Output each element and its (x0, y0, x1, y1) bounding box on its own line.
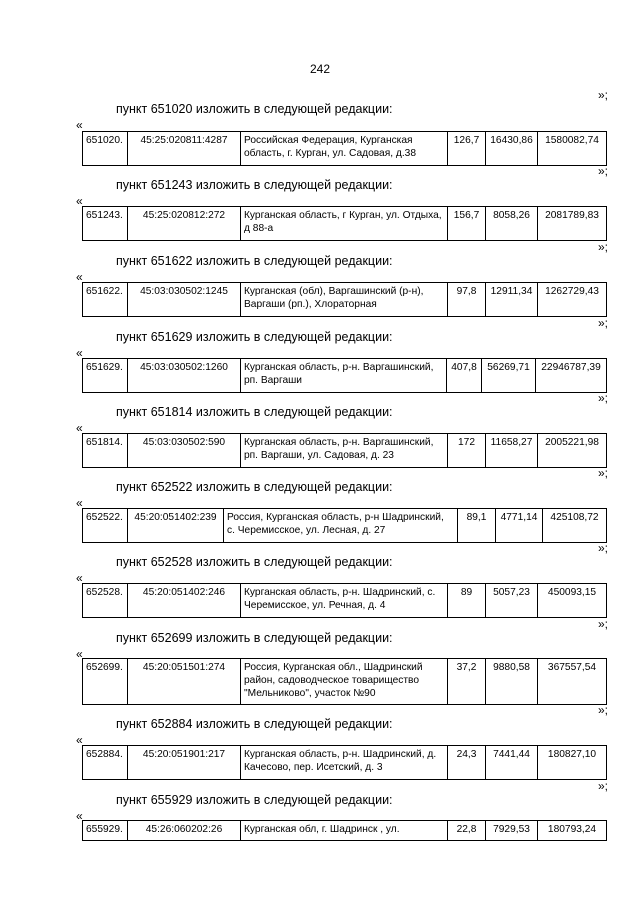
cadastral-number: 45:03:030502:590 (128, 434, 241, 468)
opening-mark: « (76, 421, 83, 435)
cadastral-value: 2081789,83 (538, 207, 607, 241)
area: 89 (448, 584, 486, 618)
table-row (83, 746, 607, 780)
table-row (83, 509, 607, 543)
specific-value: 12911,34 (486, 283, 538, 317)
instruction-text: пункт 651814 изложить в следующей редакции: (116, 405, 393, 419)
cadastral-number: 45:20:051901:217 (128, 746, 241, 780)
opening-mark: « (76, 118, 83, 132)
area: 126,7 (448, 132, 486, 166)
cadastral-value: 2005221,98 (538, 434, 607, 468)
closing-mark: »; (597, 541, 608, 555)
table-row (83, 434, 607, 468)
table-row (83, 132, 607, 166)
specific-value: 9880,58 (486, 659, 538, 705)
item-number: 652528. (83, 584, 128, 618)
cadastral-value: 450093,15 (538, 584, 607, 618)
instruction-text: пункт 651622 изложить в следующей редакции: (116, 254, 393, 268)
instruction-text: пункт 655929 изложить в следующей редакции: (116, 793, 393, 807)
address: Россия, Курганская область, р-н Шадринский, с. Черемисское, ул. Лесная, д. 27 (224, 509, 458, 543)
cadastral-value: 425108,72 (543, 509, 607, 543)
closing-mark: »; (597, 240, 608, 254)
specific-value: 11658,27 (486, 434, 538, 468)
opening-mark: « (76, 647, 83, 661)
cadastral-value: 22946787,39 (536, 359, 607, 393)
cadastral-value: 180827,10 (538, 746, 607, 780)
area: 22,8 (448, 821, 486, 841)
item-number: 651020. (83, 132, 128, 166)
opening-mark: « (76, 194, 83, 208)
opening-mark: « (76, 733, 83, 747)
item-number: 651814. (83, 434, 128, 468)
area: 407,8 (447, 359, 482, 393)
record-table (82, 658, 607, 705)
instruction-text: пункт 652884 изложить в следующей редакции: (116, 717, 393, 731)
instruction-text: пункт 651020 изложить в следующей редакции: (116, 102, 393, 116)
cadastral-value: 1580082,74 (538, 132, 607, 166)
table-row (83, 821, 607, 841)
cadastral-number: 45:26:060202:26 (128, 821, 241, 841)
opening-mark: « (76, 571, 83, 585)
instruction-text: пункт 651629 изложить в следующей редакции: (116, 330, 393, 344)
address: Курганская область, р-н. Варгашинский, рп. Варгаши (241, 359, 447, 393)
area: 172 (448, 434, 486, 468)
area: 24,3 (448, 746, 486, 780)
table-row (83, 359, 607, 393)
address: Курганская область, г Курган, ул. Отдыха, д 88-а (241, 207, 448, 241)
record-table (82, 131, 607, 166)
address: Российская Федерация, Курганская область, г. Курган, ул. Садовая, д.38 (241, 132, 448, 166)
cadastral-value: 367557,54 (538, 659, 607, 705)
opening-mark: « (76, 496, 83, 510)
instruction-text: пункт 652528 изложить в следующей редакции: (116, 555, 393, 569)
cadastral-number: 45:03:030502:1245 (128, 283, 241, 317)
record-table (82, 282, 607, 317)
address: Россия, Курганская обл., Шадринский район, садоводческое товарищество "Мельниково", участок №90 (241, 659, 448, 705)
item-number: 652884. (83, 746, 128, 780)
cadastral-number: 45:25:020812:272 (128, 207, 241, 241)
record-table (82, 433, 607, 468)
table-row (83, 207, 607, 241)
item-number: 651622. (83, 283, 128, 317)
item-number: 655929. (83, 821, 128, 841)
record-table (82, 820, 607, 841)
area: 37,2 (448, 659, 486, 705)
item-number: 652699. (83, 659, 128, 705)
item-number: 651629. (83, 359, 128, 393)
cadastral-value: 180793,24 (538, 821, 607, 841)
address: Курганская область, р-н. Шадринский, д. Качесово, пер. Исетский, д. 3 (241, 746, 448, 780)
table-row (83, 283, 607, 317)
opening-mark: « (76, 809, 83, 823)
closing-mark: »; (597, 316, 608, 330)
closing-mark: »; (597, 703, 608, 717)
specific-value: 56269,71 (482, 359, 536, 393)
cadastral-number: 45:20:051402:239 (128, 509, 224, 543)
item-number: 651243. (83, 207, 128, 241)
instruction-text: пункт 651243 изложить в следующей редакции: (116, 178, 393, 192)
closing-mark: »; (597, 779, 608, 793)
instruction-text: пункт 652522 изложить в следующей редакции: (116, 480, 393, 494)
specific-value: 7441,44 (486, 746, 538, 780)
opening-mark: « (76, 346, 83, 360)
specific-value: 7929,53 (486, 821, 538, 841)
address: Курганская обл, г. Шадринск , ул. (241, 821, 448, 841)
area: 156,7 (448, 207, 486, 241)
table-row (83, 659, 607, 705)
cadastral-number: 45:03:030502:1260 (128, 359, 241, 393)
specific-value: 5057,23 (486, 584, 538, 618)
record-table (82, 508, 607, 543)
closing-mark: »; (597, 88, 608, 102)
closing-mark: »; (597, 617, 608, 631)
closing-mark: »; (597, 391, 608, 405)
cadastral-number: 45:20:051501:274 (128, 659, 241, 705)
address: Курганская (обл), Варгашинский (р-н), Варгаши (рп.), Хлораторная (241, 283, 448, 317)
opening-mark: « (76, 270, 83, 284)
area: 97,8 (448, 283, 486, 317)
specific-value: 4771,14 (496, 509, 543, 543)
instruction-text: пункт 652699 изложить в следующей редакции: (116, 631, 393, 645)
closing-mark: »; (597, 466, 608, 480)
table-row (83, 584, 607, 618)
record-table (82, 745, 607, 780)
item-number: 652522. (83, 509, 128, 543)
address: Курганская область, р-н. Варгашинский, рп. Варгаши, ул. Садовая, д. 23 (241, 434, 448, 468)
page-number: 242 (309, 62, 331, 76)
record-table (82, 206, 607, 241)
area: 89,1 (458, 509, 496, 543)
cadastral-number: 45:25:020811:4287 (128, 132, 241, 166)
specific-value: 8058,26 (486, 207, 538, 241)
cadastral-number: 45:20:051402:246 (128, 584, 241, 618)
record-table (82, 583, 607, 618)
specific-value: 16430,86 (486, 132, 538, 166)
address: Курганская область, р-н. Шадринский, с. Черемисское, ул. Речная, д. 4 (241, 584, 448, 618)
record-table (82, 358, 607, 393)
closing-mark: »; (597, 164, 608, 178)
cadastral-value: 1262729,43 (538, 283, 607, 317)
